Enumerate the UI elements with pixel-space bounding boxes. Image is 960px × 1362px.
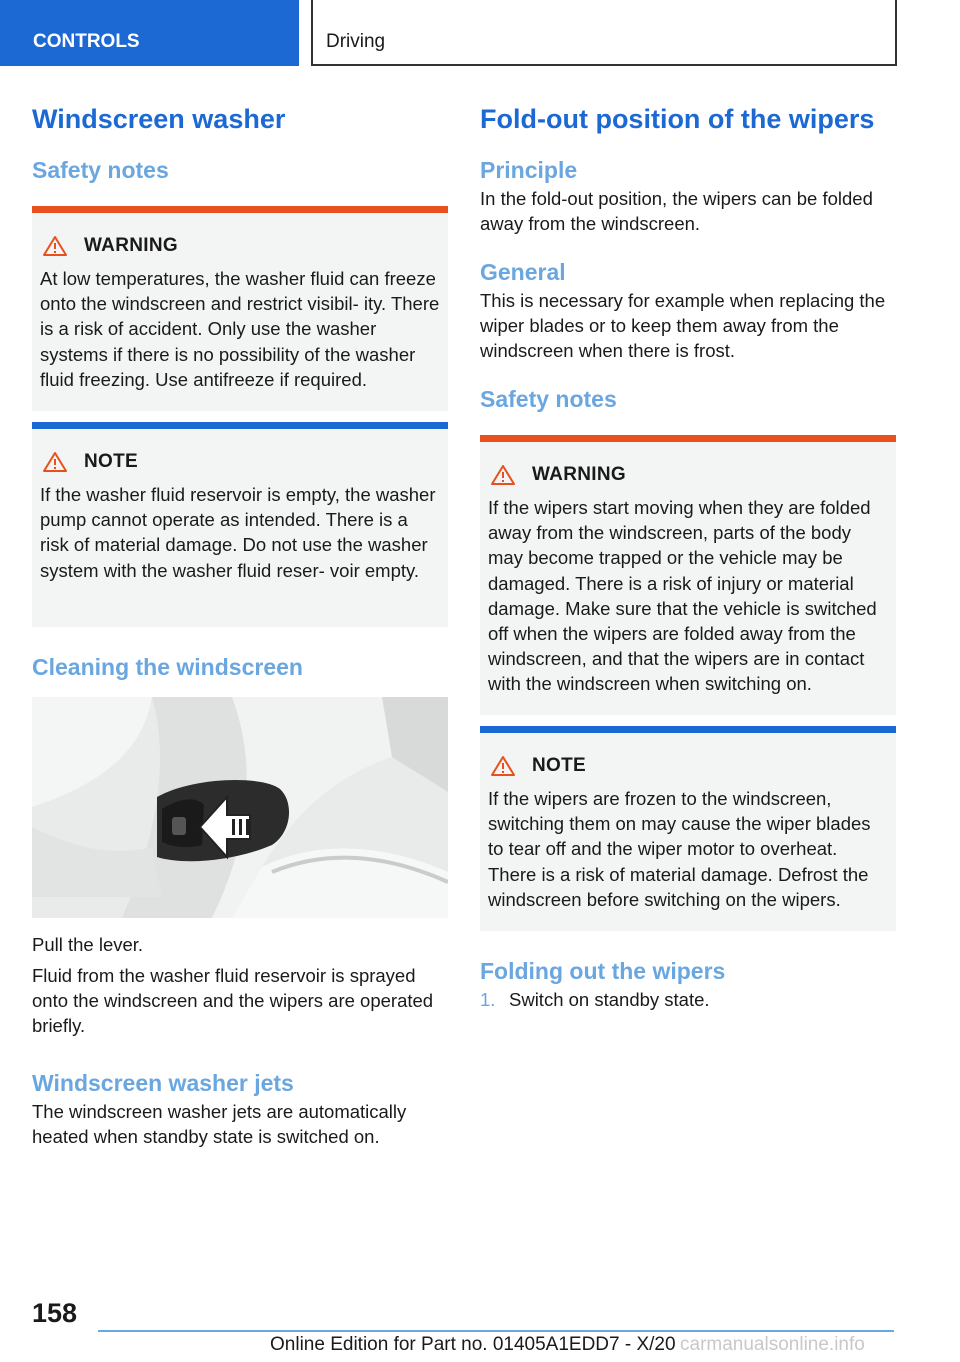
list-item (480, 987, 896, 1012)
safety-notes-heading-right: Safety notes (480, 386, 617, 412)
page-number: 158 (32, 1298, 78, 1328)
general-text: This is necessary for example when replacing the wiper blades or to keep them away from the windscreen when there is frost. (480, 290, 886, 361)
note-text: If the washer fluid reservoir is empty, the washer pump cannot operate as intended. There is a risk of material damage. Do not use the washer system with the washer fluid reser‐ voir empty. (40, 484, 436, 581)
chapter-header (311, 0, 897, 66)
pull-lever-text: Pull the lever. (32, 934, 144, 955)
note-box-right (480, 726, 896, 931)
cleaning-heading: Cleaning the windscreen (32, 654, 303, 680)
washer-jets-heading: Windscreen washer jets (32, 1070, 294, 1096)
principle-heading: Principle (480, 157, 578, 183)
principle-text: In the fold-out position, the wipers can be folded away from the windscreen. (480, 188, 873, 234)
note-box (32, 422, 448, 627)
section-label: CONTROLS (33, 31, 140, 52)
step-text: Switch on standby state. (509, 989, 710, 1010)
windscreen-washer-title: Windscreen washer (32, 104, 286, 134)
wiper-lever-illustration (32, 697, 448, 918)
note-header (40, 449, 440, 475)
warning-box (32, 206, 448, 411)
warning-header-right (488, 462, 888, 488)
warning-triangle-icon (42, 451, 68, 473)
warning-text: At low temperatures, the washer fluid can freeze onto the windscreen and restrict visibil‐ ity. There is a risk of accident. Only use the washer systems if there is no possibility of the washer fluid freezing. Use antifreeze if required. (40, 268, 440, 390)
warning-box-right (480, 435, 896, 715)
warning-triangle-icon (490, 755, 516, 777)
note-header-right (488, 753, 888, 779)
general-heading: General (480, 259, 566, 285)
fluid-text: Fluid from the washer fluid reservoir is sprayed onto the windscreen and the wipers are operated briefly. (32, 965, 434, 1036)
right-column (480, 100, 896, 1012)
washer-jets-text: The windscreen washer jets are automatically heated when standby state is switched on. (32, 1101, 407, 1147)
safety-notes-heading: Safety notes (32, 157, 169, 183)
chapter-label: Driving (326, 31, 386, 52)
warning-header (40, 233, 440, 259)
folding-heading: Folding out the wipers (480, 958, 726, 984)
left-column (32, 100, 448, 1149)
warning-text-right: If the wipers start moving when they are folded away from the windscreen, parts of the body may become trapped or the vehicle may be damaged. There is a risk of injury or material damage. Make sure that the vehicle is switched off when the wipers are folded away from the windscreen, and that the wipers are in contact with the windscreen when switching on. (488, 497, 877, 695)
edition-text: Online Edition for Part no. 01405A1EDD7 - X/20 (270, 1334, 676, 1355)
warning-label: WARNING (84, 235, 178, 256)
note-label-right: NOTE (532, 755, 586, 776)
warning-label-right: WARNING (532, 464, 626, 485)
warning-triangle-icon (42, 235, 68, 257)
step-number: 1. (480, 989, 496, 1010)
fold-out-title: Fold-out position of the wipers (480, 104, 875, 134)
note-text-right: If the wipers are frozen to the windscreen, switching them on may cause the wiper blades to tear off and the wiper motor to overheat. There is a risk of material damage. Defrost the windscreen before switching on the wipers. (488, 788, 871, 910)
warning-triangle-icon (490, 464, 516, 486)
footer-divider (98, 1330, 894, 1332)
note-label: NOTE (84, 451, 138, 472)
watermark: carmanualsonline.info (680, 1334, 865, 1355)
section-tab (0, 0, 299, 66)
